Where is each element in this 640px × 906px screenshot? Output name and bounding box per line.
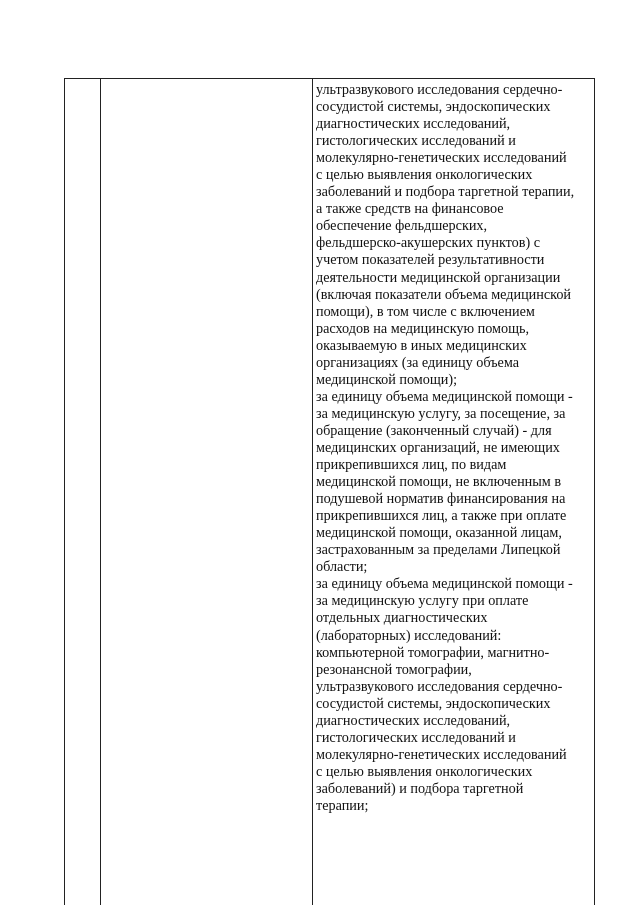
text-line: ультразвукового исследования сердечно- (316, 678, 563, 695)
text-line: фельдшерско-акушерских пунктов) с (316, 235, 541, 252)
text-line: (лабораторных) исследований: (316, 627, 502, 644)
text-line: медицинской помощи); (316, 371, 458, 388)
text-line: диагностических исследований, (316, 116, 511, 133)
text-line: обращение (законченный случай) - для (316, 422, 552, 439)
text-line: подушевой норматив финансирования на (316, 491, 566, 508)
text-line: за единицу объема медицинской помощи - (316, 388, 573, 405)
text-line: расходов на медицинскую помощь, (316, 320, 530, 337)
text-line: учетом показателей результативности (316, 252, 545, 269)
text-line: резонансной томографии, (316, 661, 472, 678)
text-line: терапии; (316, 797, 369, 814)
text-line: заболеваний) и подбора таргетной (316, 780, 524, 797)
text-line: отдельных диагностических (316, 610, 488, 627)
text-line: сосудистой системы, эндоскопических (316, 695, 551, 712)
table-border-right (594, 78, 595, 905)
text-line: за единицу объема медицинской помощи - (316, 576, 573, 593)
text-line: диагностических исследований, (316, 712, 511, 729)
column-divider-1 (100, 78, 101, 905)
table-cell-text (316, 82, 592, 815)
text-line: прикрепившихся лиц, а также при оплате (316, 508, 567, 525)
text-line: с целью выявления онкологических (316, 763, 533, 780)
text-line: деятельности медицинской организации (316, 269, 561, 286)
text-line: (включая показатели объема медицинской (316, 286, 572, 303)
text-line: гистологических исследований и (316, 133, 516, 150)
text-line: застрахованным за пределами Липецкой (316, 542, 561, 559)
text-line: медицинских организаций, не имеющих (316, 439, 560, 456)
text-line: за медицинскую услугу, за посещение, за (316, 405, 566, 422)
text-line: помощи), в том числе с включением (316, 303, 535, 320)
text-line: молекулярно-генетических исследований (316, 746, 567, 763)
text-line: медицинской помощи, оказанной лицам, (316, 525, 562, 542)
text-line: медицинской помощи, не включенным в (316, 474, 562, 491)
text-line: молекулярно-генетических исследований (316, 150, 567, 167)
text-line: обеспечение фельдшерских, (316, 218, 488, 235)
text-line: сосудистой системы, эндоскопических (316, 99, 551, 116)
text-line: гистологических исследований и (316, 729, 516, 746)
text-line: с целью выявления онкологических (316, 167, 533, 184)
text-line: организациях (за единицу объема (316, 354, 520, 371)
text-line: прикрепившихся лиц, по видам (316, 457, 507, 474)
table-border-left (64, 78, 65, 905)
text-line: за медицинскую услугу при оплате (316, 593, 529, 610)
text-line: компьютерной томографии, магнитно- (316, 644, 550, 661)
text-line: области; (316, 559, 368, 576)
text-line: ультразвукового исследования сердечно- (316, 82, 563, 98)
column-divider-2 (312, 78, 313, 905)
text-line: оказываемую в иных медицинских (316, 337, 527, 354)
text-line: заболеваний и подбора таргетной терапии, (316, 184, 575, 201)
text-line: а также средств на финансовое (316, 201, 504, 218)
